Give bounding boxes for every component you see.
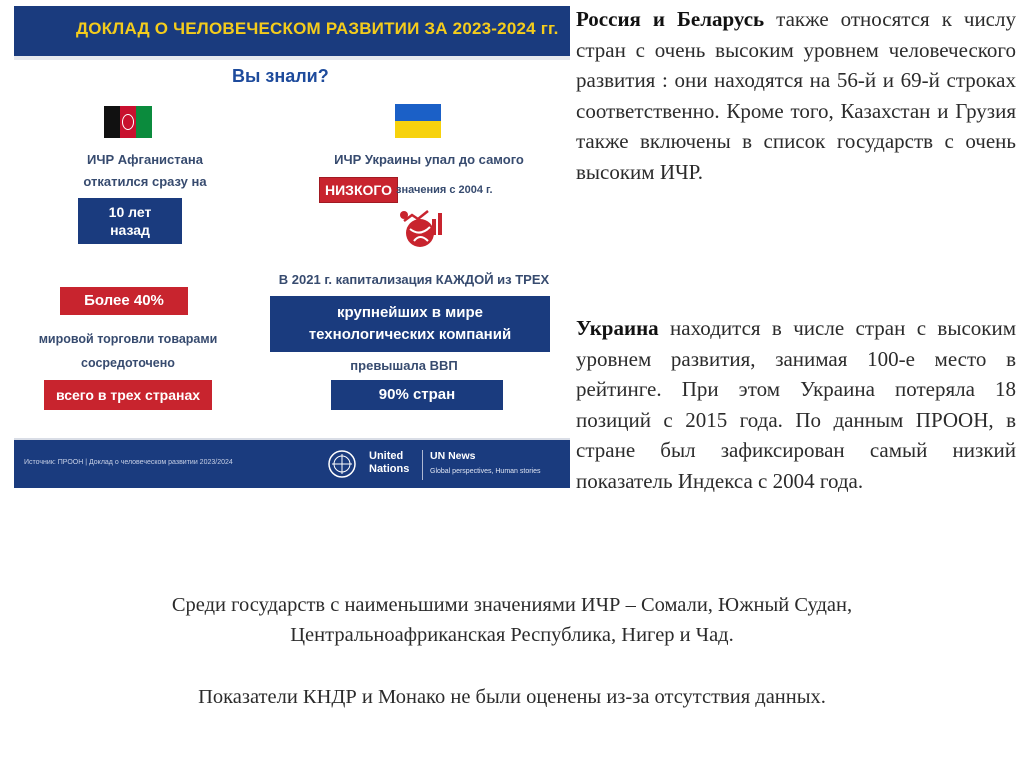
un-emblem-icon [327,449,357,479]
afghanistan-box-line1: 10 лет [108,204,152,220]
ukraine-text-1: ИЧР Украины упал до самого [334,152,524,167]
tech-box-line1: крупнейших в мире [337,304,483,321]
tech-companies-box [270,296,550,352]
source-text: Источник: ПРООН | Доклад о человеческом развитии 2023/2024 [24,459,233,466]
paragraph2-text: находится в числе стран с высоким уровнем развития, занимая 100-е место в рейтинге. При этом Украина потеряла 18 позиций с 2015 года. По данным ПРООН, в стране был зафиксирован самый низкий показатель Индекса с 2004 года. [576,316,1016,493]
three-countries-box: всего в трех странах [44,380,212,410]
un-news-tagline: Global perspectives, Human stories [430,468,541,475]
gdp-text: превышала ВВП [350,358,458,373]
trade-text-1: мировой торговли товарами [38,332,218,346]
bottom-text-line2: Центральноафриканская Республика, Нигер и Чад. [290,624,734,646]
paragraph1-bold: Россия и Беларусь [576,7,765,31]
ninety-percent-box: 90% стран [331,380,503,410]
globe-growth-icon [398,209,444,249]
infographic-image [14,6,570,488]
paragraph-ukraine [576,313,1016,496]
forty-percent-box: Более 40% [60,287,188,315]
paragraph-russia-belarus [576,4,1016,187]
paragraph1-text: также относятся к числу стран с очень высоким уровнем человеческого развития : они находятся на 56-й и 69-й строках соответственно. Кроме того, Казахстан и Грузия также включены в список государств с очень высоким ИЧР. [576,7,1016,184]
ukraine-flag-icon [395,104,441,138]
ukraine-low-tag: НИЗКОГО [319,177,398,203]
ukraine-text-2: значения с 2004 г. [396,184,493,196]
afghanistan-years-box [78,198,182,244]
infographic-title: ДОКЛАД О ЧЕЛОВЕЧЕСКОМ РАЗВИТИИ ЗА 2023-2024 гг. [76,19,559,38]
afghanistan-flag-icon [104,106,152,138]
afghanistan-text-2: откатился сразу на [83,174,207,189]
footer-divider [422,450,423,480]
infographic-header [14,6,570,60]
bottom-text-line1: Среди государств с наименьшими значениями ИЧР – Сомали, Южный Судан, [171,594,853,616]
afghanistan-text-1: ИЧР Афганистана [87,152,203,167]
trade-text-2: сосредоточено [81,356,175,370]
un-name [369,450,419,476]
paragraph2-bold: Украина [576,316,659,340]
infographic-question: Вы знали? [232,66,329,86]
afghanistan-box-line2: назад [110,222,150,238]
bottom-text-line3: Показатели КНДР и Монако не были оценены из-за отсутствия данных. [198,686,826,708]
un-name-line1: United [369,450,404,462]
un-name-line2: Nations [369,463,410,475]
capitalization-text: В 2021 г. капитализация КАЖДОЙ из ТРЕХ [278,272,550,287]
tech-box-line2: технологических компаний [308,326,512,343]
infographic-footer [14,438,570,488]
un-news-label: UN News [430,450,476,462]
